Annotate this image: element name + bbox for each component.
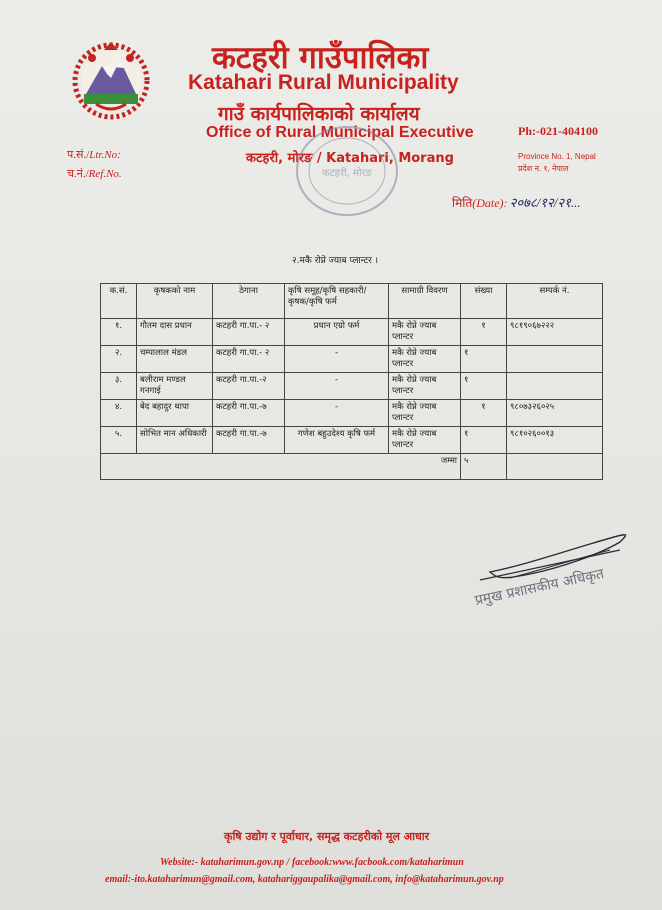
total-value: ५: [461, 454, 507, 480]
cell-contact: ९८१०२६००१३: [507, 427, 603, 454]
total-label: जम्मा: [101, 454, 461, 480]
province-block: [518, 151, 596, 175]
cell-sn: ३.: [101, 373, 137, 400]
cell-qty: १: [461, 319, 507, 346]
cell-contact: [507, 373, 603, 400]
cell-address: कटहरी गा.पा.-७: [213, 400, 285, 427]
date-label-en: (Date):: [472, 196, 508, 210]
cell-name: सोभित मान अधिकारी: [137, 427, 213, 454]
total-empty: [507, 454, 603, 480]
cell-address: कटहरी गा.पा.-२: [213, 373, 285, 400]
cell-qty: १: [461, 373, 507, 400]
cell-group: प्रधान एग्रो फर्म: [285, 319, 389, 346]
table-row: [101, 427, 603, 454]
office-title-en: Office of Rural Municipal Executive: [206, 124, 474, 141]
cell-address: कटहरी गा.पा.-७: [213, 427, 285, 454]
date-value: २०७८/१२/२१...: [509, 195, 581, 210]
signature-stamp: [470, 520, 640, 610]
col-header-item: सामाग्री विवरण: [389, 284, 461, 319]
cell-contact: ९८१९०६७२२२: [507, 319, 603, 346]
ltr-en: Ltr.No:: [89, 149, 121, 161]
ltr-np: प.सं.: [67, 149, 87, 161]
cell-group: गणेश बहुउदेश्य कृषि फर्म: [285, 427, 389, 454]
date-label-np: मिति: [452, 196, 473, 210]
table-row: [101, 319, 603, 346]
municipality-title-en: Katahari Rural Municipality: [188, 71, 459, 94]
table-header-row: [101, 284, 603, 319]
municipality-title-np: कटहरी गाउँपालिका: [212, 40, 429, 76]
ref-en: Ref.No.: [88, 168, 122, 180]
cell-group: -: [285, 400, 389, 427]
province-en: Province No. 1, Nepal: [518, 152, 596, 161]
province-np: प्रदेश न. १, नेपाल: [518, 164, 569, 173]
cell-name: गौतम दास प्रधान: [137, 319, 213, 346]
cell-group: -: [285, 346, 389, 373]
footer-email: email:-ito.kataharimun@gmail.com, katahariggaupalika@gmail.com, info@kataharimun.gov.np: [105, 874, 504, 885]
cell-contact: [507, 346, 603, 373]
col-header-contact: सम्पर्क नं.: [507, 284, 603, 319]
reference-number-label: च.नं./Ref.No.: [67, 168, 122, 180]
office-phone: Ph:-021-404100: [518, 124, 598, 138]
cell-name: बेद बहादुर थापा: [137, 400, 213, 427]
nepal-emblem-icon: [66, 38, 156, 120]
document-title: २.मकै रोप्ने ज्याब प्लान्टर ।: [292, 256, 379, 266]
table-total-row: [101, 454, 603, 480]
cell-name: बलीराम मण्डल गनगाई: [137, 373, 213, 400]
cell-item: मकै रोप्ने ज्याब प्लान्टर: [389, 373, 461, 400]
officer-stamp-text: प्रमुख प्रशासकीय अधिकृत: [473, 565, 606, 609]
cell-address: कटहरी गा.पा.- २: [213, 319, 285, 346]
cell-qty: १: [461, 427, 507, 454]
cell-item: मकै रोप्ने ज्याब प्लान्टर: [389, 400, 461, 427]
cell-sn: २.: [101, 346, 137, 373]
table-row: [101, 400, 603, 427]
cell-name: चम्पालाल मंडल: [137, 346, 213, 373]
cell-item: मकै रोप्ने ज्याब प्लान्टर: [389, 346, 461, 373]
footer-tagline: कृषि उद्योग र पूर्वाधार, समृद्ध कटहरीको मूल आधार: [224, 830, 430, 843]
ref-np: च.नं.: [67, 168, 86, 180]
beneficiary-table: [100, 283, 603, 480]
col-header-address: ठेगाना: [213, 284, 285, 319]
table-row: [101, 373, 603, 400]
office-address: कटहरी, मोरङ / Katahari, Morang: [246, 151, 454, 166]
cell-contact: ९८०७३२६०२५: [507, 400, 603, 427]
cell-sn: ४.: [101, 400, 137, 427]
table-row: [101, 346, 603, 373]
seal-text: कटहरी, मोरङ: [321, 168, 373, 179]
cell-qty: १: [461, 400, 507, 427]
col-header-name: कृषकको नाम: [137, 284, 213, 319]
cell-item: मकै रोप्ने ज्याब प्लान्टर: [389, 427, 461, 454]
cell-sn: १.: [101, 319, 137, 346]
date-field: [452, 193, 581, 211]
office-title-np: गाउँ कार्यपालिकाको कार्यालय: [218, 103, 420, 125]
cell-address: कटहरी गा.पा.- २: [213, 346, 285, 373]
col-header-group: कृषि समूह/कृषि सहकारी/कृषक/कृषि फर्म: [285, 284, 389, 319]
cell-qty: १: [461, 346, 507, 373]
office-seal-stamp: [292, 122, 402, 220]
letter-number-label: प.सं./Ltr.No:: [67, 149, 121, 161]
cell-sn: ५.: [101, 427, 137, 454]
footer-website: Website:- kataharimun.gov.np / facebook:www.facbook.com/kataharimun: [160, 857, 464, 868]
col-header-sn: क.सं.: [101, 284, 137, 319]
col-header-qty: संख्या: [461, 284, 507, 319]
cell-group: -: [285, 373, 389, 400]
cell-item: मकै रोप्ने ज्याब प्लान्टर: [389, 319, 461, 346]
